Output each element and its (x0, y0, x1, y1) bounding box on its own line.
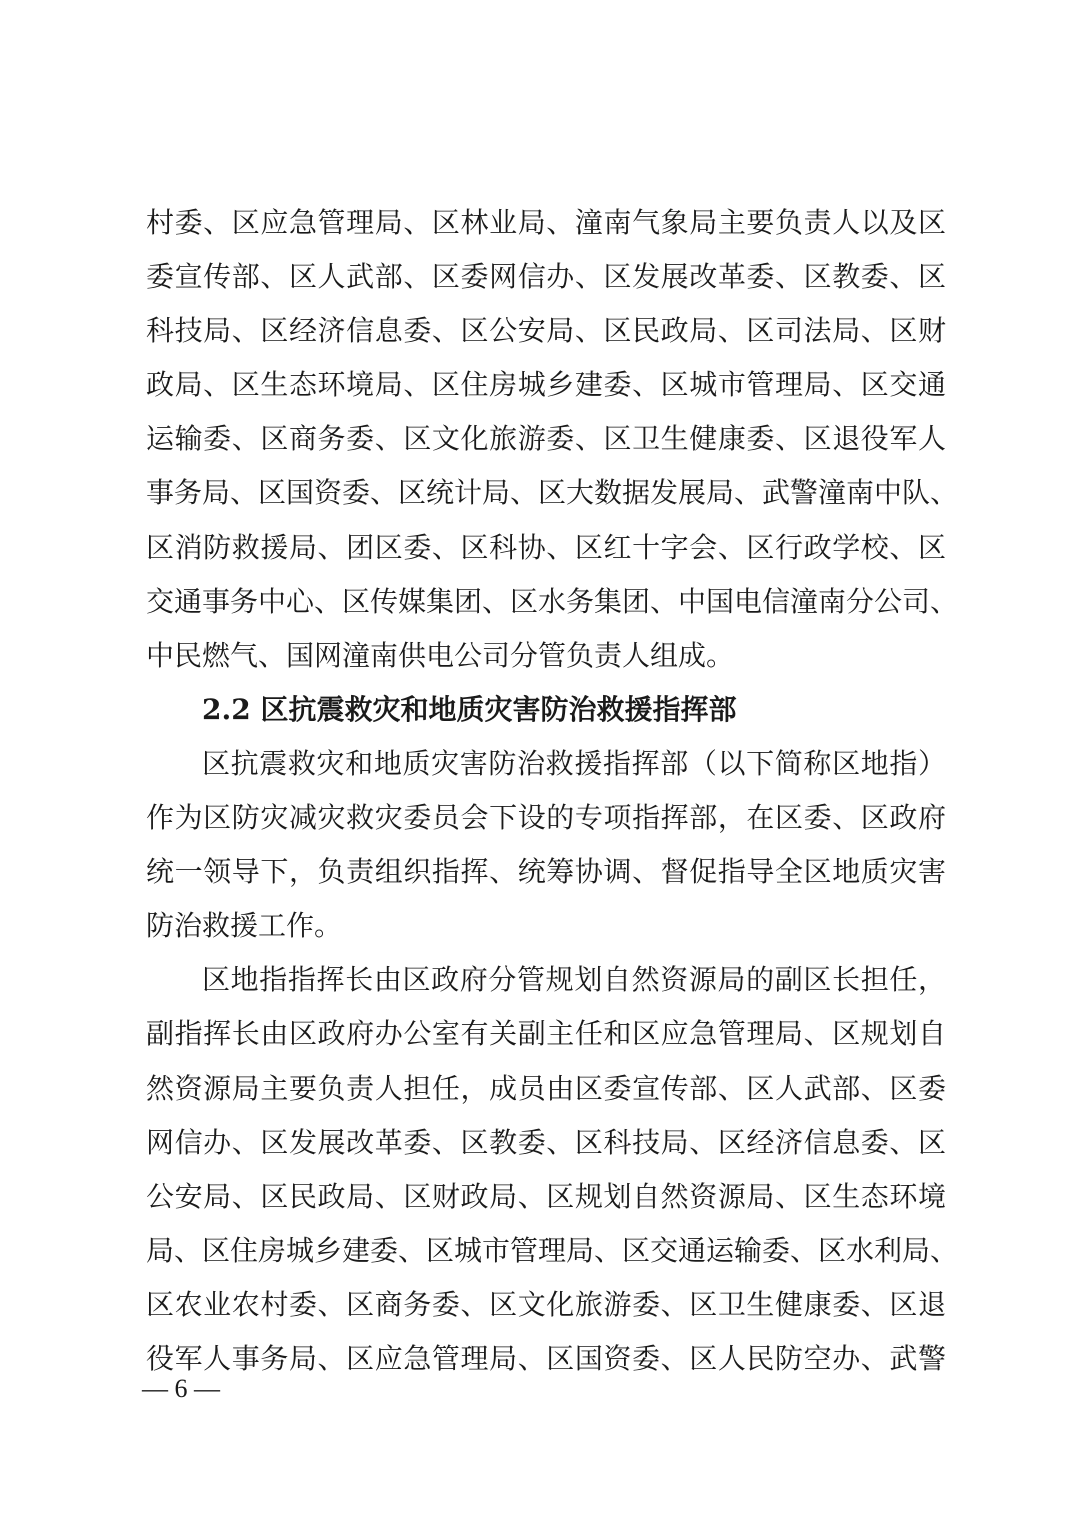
text-line: 交通事务中心、区传媒集团、区水务集团、中国电信潼南分公司、 (146, 584, 959, 618)
text-line: 区抗震救灾和地质灾害防治救援指挥部（以下简称区地指） (202, 746, 946, 780)
text-line: 事务局、区国资委、区统计局、区大数据发展局、武警潼南中队、 (146, 476, 959, 510)
text-line: 政局、区生态环境局、区住房城乡建委、区城市管理局、区交通 (146, 368, 946, 402)
text-line: 村委、区应急管理局、区林业局、潼南气象局主要负责人以及区 (146, 206, 946, 239)
text-line: 区农业农村委、区商务委、区文化旅游委、区卫生健康委、区退 (146, 1287, 946, 1321)
text-line: 区消防救援局、团区委、区科协、区红十字会、区行政学校、区 (146, 530, 946, 564)
section-heading: 2.2 区抗震救灾和地质灾害防治救援指挥部 (202, 692, 737, 726)
text-line: 副指挥长由区政府办公室有关副主任和区应急管理局、区规划自 (146, 1017, 946, 1051)
text-line: 役军人事务局、区应急管理局、区国资委、区人民防空办、武警 (146, 1341, 946, 1375)
text-line: 作为区防灾减灾救灾委员会下设的专项指挥部，在区委、区政府 (146, 801, 946, 835)
document-body (146, 196, 959, 1386)
text-line: 统一领导下，负责组织指挥、统筹协调、督促指导全区地质灾害 (146, 855, 946, 889)
text-line: 中民燃气、国网潼南供电公司分管负责人组成。 (146, 638, 735, 672)
text-line: 委宣传部、区人武部、区委网信办、区发展改革委、区教委、区 (146, 260, 946, 294)
text-line: 区地指指挥长由区政府分管规划自然资源局的副区长担任， (202, 963, 946, 997)
text-line: 公安局、区民政局、区财政局、区规划自然资源局、区生态环境 (146, 1179, 946, 1213)
text-line: 局、区住房城乡建委、区城市管理局、区交通运输委、区水利局、 (146, 1233, 959, 1267)
text-line: 防治救援工作。 (146, 909, 343, 943)
text-line: 科技局、区经济信息委、区公安局、区民政局、区司法局、区财 (146, 314, 946, 348)
text-line: 网信办、区发展改革委、区教委、区科技局、区经济信息委、区 (146, 1125, 946, 1159)
page-number: — 6 — (142, 1374, 220, 1403)
text-line: 然资源局主要负责人担任，成员由区委宣传部、区人武部、区委 (146, 1071, 946, 1105)
text-line: 运输委、区商务委、区文化旅游委、区卫生健康委、区退役军人 (146, 422, 946, 456)
